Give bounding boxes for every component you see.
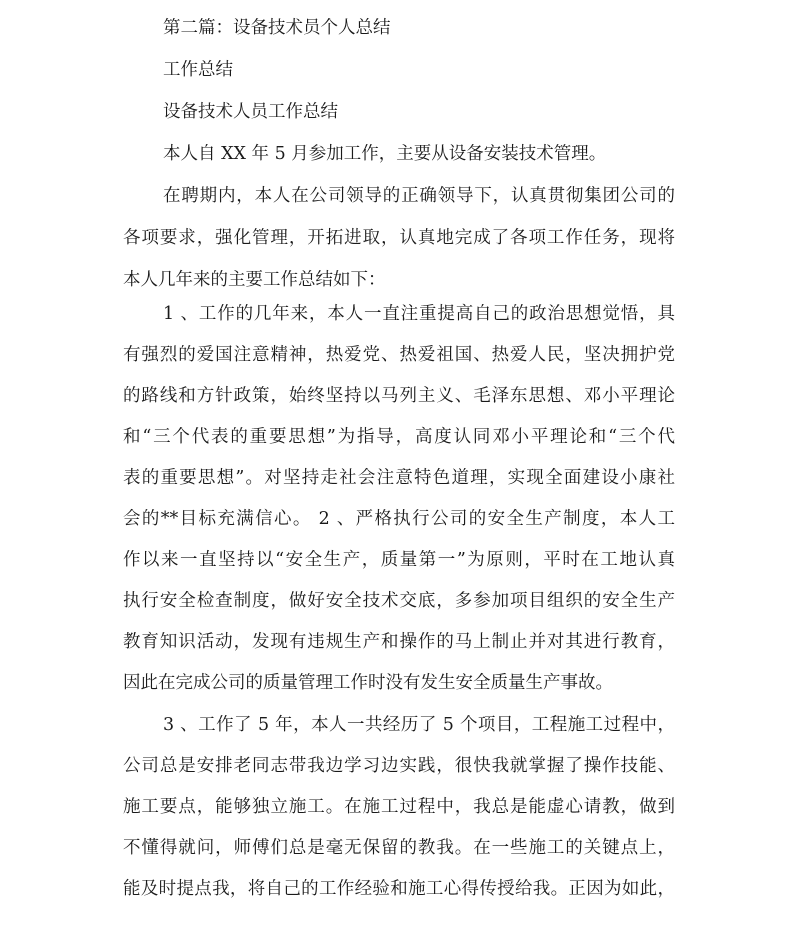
paragraph-line: 本人几年来的主要工作总结如下： xyxy=(123,270,386,290)
paragraph-line: 施工要点，能够独立施工。在施工过程中，我总是能虚心请教，做到 xyxy=(123,797,675,817)
paragraph-line: 和“三个代表的重要思想”为指导，高度认同邓小平理论和“三个代 xyxy=(123,427,675,447)
paragraph-line: 教育知识活动，发现有违规生产和操作的马上制止并对其进行教育， xyxy=(123,632,675,652)
paragraph-line: 作以来一直坚持以“安全生产，质量第一”为原则，平时在工地认真 xyxy=(123,550,675,570)
paragraph-line: 在聘期内，本人在公司领导的正确领导下，认真贯彻集团公司的 xyxy=(163,186,675,206)
paragraph-line: 不懂得就问，师傅们总是毫无保留的教我。在一些施工的关键点上， xyxy=(123,838,675,858)
paragraph-line: 会的**目标充满信心。 2 、严格执行公司的安全生产制度，本人工 xyxy=(123,509,675,529)
heading-work-summary: 工作总结 xyxy=(163,60,233,80)
document-title: 第二篇：设备技术员个人总结 xyxy=(163,18,391,38)
paragraph-line: 表的重要思想”。对坚持走社会注意特色道理，实现全面建设小康社 xyxy=(123,468,675,488)
paragraph-line: 有强烈的爱国注意精神，热爱党、热爱祖国、热爱人民，坚决拥护党 xyxy=(123,345,675,365)
paragraph-line: 3 、工作了 5 年，本人一共经历了 5 个项目，工程施工过程中， xyxy=(163,715,675,735)
paragraph-line: 执行安全检查制度，做好安全技术交底，多参加项目组织的安全生产 xyxy=(123,591,675,611)
paragraph-line: 1 、工作的几年来，本人一直注重提高自己的政治思想觉悟，具 xyxy=(163,304,675,324)
paragraph-line: 的路线和方针政策，始终坚持以马列主义、毛泽东思想、邓小平理论 xyxy=(123,386,675,406)
paragraph-line: 本人自 XX 年 5 月参加工作，主要从设备安装技术管理。 xyxy=(163,144,607,164)
paragraph-line: 能及时提点我，将自己的工作经验和施工心得传授给我。正因为如此， xyxy=(123,879,675,899)
heading-equipment-tech-summary: 设备技术人员工作总结 xyxy=(163,102,338,122)
paragraph-line: 各项要求，强化管理，开拓进取，认真地完成了各项工作任务，现将 xyxy=(123,228,675,248)
paragraph-line: 因此在完成公司的质量管理工作时没有发生安全质量生产事故。 xyxy=(123,673,613,693)
paragraph-line: 公司总是安排老同志带我边学习边实践，很快我就掌握了操作技能、 xyxy=(123,756,675,776)
